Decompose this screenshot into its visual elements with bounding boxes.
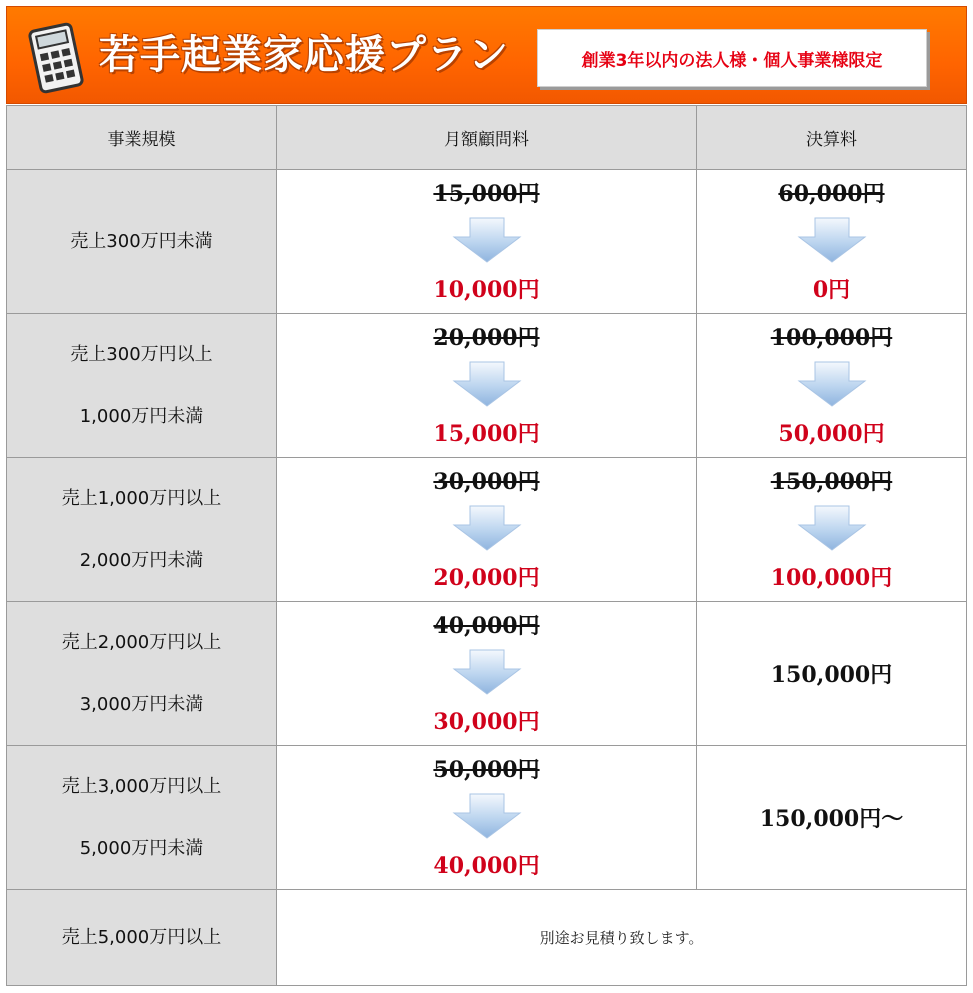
calculator-icon <box>25 21 87 95</box>
monthly-fee-discounted: 10,000円 <box>433 276 540 303</box>
settlement-fee: 150,000円～ <box>759 806 904 832</box>
table-row <box>7 746 967 890</box>
business-scale-label: 売上300万円以上 <box>70 343 213 365</box>
settlement-fee-original: 60,000円 <box>778 180 885 207</box>
monthly-fee-cell <box>277 170 697 314</box>
down-arrow-icon <box>797 361 867 407</box>
monthly-fee-cell <box>277 602 697 746</box>
eligibility-badge: 創業3年以内の法人様・個人事業様限定 <box>537 29 927 87</box>
settlement-fee-discounted: 50,000円 <box>778 420 885 447</box>
table-row <box>7 602 967 746</box>
quote-cell <box>277 890 967 986</box>
monthly-fee-cell <box>277 458 697 602</box>
monthly-fee-original: 15,000円 <box>433 180 540 207</box>
down-arrow-icon <box>452 649 522 695</box>
business-scale-label-sub: 2,000万円未満 <box>79 549 204 571</box>
monthly-fee-discounted: 40,000円 <box>433 852 540 879</box>
business-scale-label: 売上300万円未満 <box>70 230 213 252</box>
settlement-fee-cell <box>697 602 967 746</box>
settlement-fee-cell <box>697 746 967 890</box>
business-scale-cell <box>7 890 277 986</box>
business-scale-cell <box>7 746 277 890</box>
monthly-fee-discounted: 20,000円 <box>433 564 540 591</box>
down-arrow-icon <box>452 505 522 551</box>
business-scale-cell <box>7 602 277 746</box>
business-scale-cell <box>7 170 277 314</box>
monthly-fee-original: 50,000円 <box>433 756 540 783</box>
settlement-fee-cell <box>697 170 967 314</box>
banner-title: 若手起業家応援プラン <box>99 32 509 78</box>
down-arrow-icon <box>797 217 867 263</box>
table-row <box>7 890 967 986</box>
business-scale-label-sub: 5,000万円未満 <box>79 837 204 859</box>
header-settlement-fee: 決算料 <box>697 106 967 170</box>
settlement-fee-discounted: 100,000円 <box>770 564 893 591</box>
monthly-fee-cell <box>277 314 697 458</box>
monthly-fee-original: 20,000円 <box>433 324 540 351</box>
settlement-fee-cell <box>697 458 967 602</box>
monthly-fee-discounted: 30,000円 <box>433 708 540 735</box>
settlement-fee: 150,000円 <box>770 662 893 688</box>
down-arrow-icon <box>452 217 522 263</box>
settlement-fee-original: 150,000円 <box>770 468 893 495</box>
separate-quote-text: 別途お見積り致します。 <box>539 929 704 947</box>
business-scale-label-sub: 3,000万円未満 <box>79 693 204 715</box>
down-arrow-icon <box>452 793 522 839</box>
table-row <box>7 170 967 314</box>
monthly-fee-original: 30,000円 <box>433 468 540 495</box>
settlement-fee-discounted: 0円 <box>812 276 851 303</box>
settlement-fee-original: 100,000円 <box>770 324 893 351</box>
table-header-row <box>7 106 967 170</box>
business-scale-label: 売上3,000万円以上 <box>61 775 222 797</box>
monthly-fee-original: 40,000円 <box>433 612 540 639</box>
down-arrow-icon <box>452 361 522 407</box>
business-scale-cell <box>7 458 277 602</box>
table-row <box>7 314 967 458</box>
banner <box>6 6 967 104</box>
header-business-scale: 事業規模 <box>7 106 277 170</box>
header-monthly-fee: 月額顧問料 <box>277 106 697 170</box>
table-row <box>7 458 967 602</box>
business-scale-label: 売上5,000万円以上 <box>61 926 222 948</box>
business-scale-label: 売上2,000万円以上 <box>61 631 222 653</box>
monthly-fee-cell <box>277 746 697 890</box>
monthly-fee-discounted: 15,000円 <box>433 420 540 447</box>
business-scale-label: 売上1,000万円以上 <box>61 487 222 509</box>
business-scale-cell <box>7 314 277 458</box>
settlement-fee-cell <box>697 314 967 458</box>
down-arrow-icon <box>797 505 867 551</box>
business-scale-label-sub: 1,000万円未満 <box>79 405 204 427</box>
pricing-table <box>6 105 967 986</box>
